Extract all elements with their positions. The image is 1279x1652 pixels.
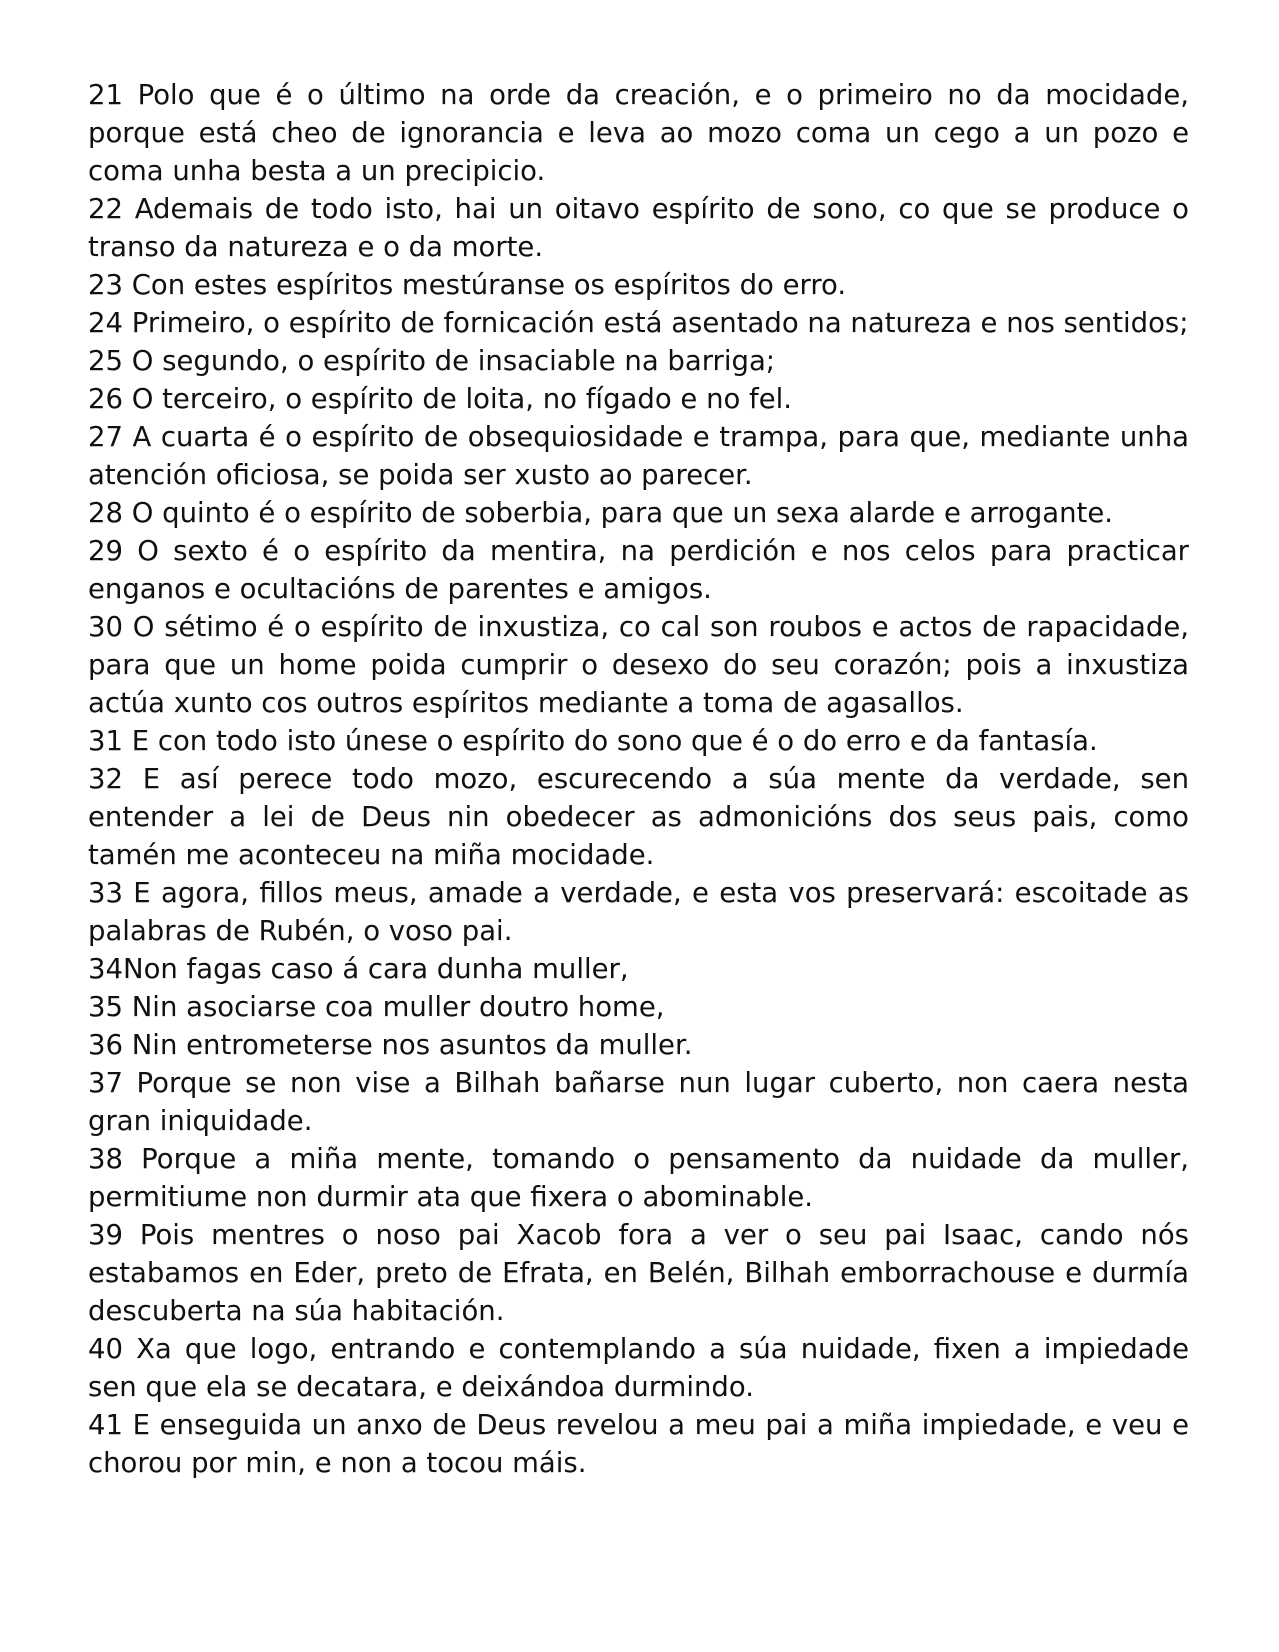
verse-31: 31 E con todo isto únese o espírito do sono que é o do erro e da fantasía. [88, 725, 1098, 757]
verse-35: 35 Nin asociarse coa muller doutro home, [88, 991, 665, 1023]
verse-24: 24 Primeiro, o espírito de fornicación está asentado na natureza e nos sentidos; [88, 307, 1189, 339]
verse-40: 40 Xa que logo, entrando e contemplando a súa nuidade, fixen a impiedade sen que ela se decatara, e deixándoa durmindo. [88, 1333, 1189, 1403]
verse-23: 23 Con estes espíritos mestúranse os espíritos do erro. [88, 269, 847, 301]
verse-27: 27 A cuarta é o espírito de obsequiosidade e trampa, para que, mediante unha atención oficiosa, se poida ser xusto ao parecer. [88, 421, 1189, 491]
document-page [88, 76, 1189, 1482]
verse-32: 32 E así perece todo mozo, escurecendo a súa mente da verdade, sen entender a lei de Deus nin obedecer as admonicións dos seus pais, como tamén me aconteceu na miña mocidade. [88, 763, 1189, 871]
verse-38: 38 Porque a miña mente, tomando o pensamento da nuidade da muller, permitiume non durmir ata que fixera o abominable. [88, 1143, 1189, 1213]
verse-37: 37 Porque se non vise a Bilhah bañarse nun lugar cuberto, non caera nesta gran iniquidade. [88, 1067, 1189, 1137]
verse-26: 26 O terceiro, o espírito de loita, no fígado e no fel. [88, 383, 793, 415]
verse-21: 21 Polo que é o último na orde da creación, e o primeiro no da mocidade, porque está cheo de ignorancia e leva ao mozo coma un cego a un pozo e coma unha besta a un precipicio. [88, 79, 1189, 187]
verse-28: 28 O quinto é o espírito de soberbia, para que un sexa alarde e arrogante. [88, 497, 1113, 529]
verse-34: 34Non fagas caso á cara dunha muller, [88, 953, 629, 985]
verse-39: 39 Pois mentres o noso pai Xacob fora a ver o seu pai Isaac, cando nós estabamos en Eder, preto de Efrata, en Belén, Bilhah emborrachouse e durmía descuberta na súa habitación. [88, 1219, 1189, 1327]
verse-41: 41 E enseguida un anxo de Deus revelou a meu pai a miña impiedade, e veu e chorou por min, e non a tocou máis. [88, 1409, 1189, 1479]
verse-29: 29 O sexto é o espírito da mentira, na perdición e nos celos para practicar enganos e ocultacións de parentes e amigos. [88, 535, 1189, 605]
verse-36: 36 Nin entrometerse nos asuntos da muller. [88, 1029, 693, 1061]
verse-25: 25 O segundo, o espírito de insaciable na barriga; [88, 345, 776, 377]
verse-22: 22 Ademais de todo isto, hai un oitavo espírito de sono, co que se produce o transo da natureza e o da morte. [88, 193, 1189, 263]
verse-33: 33 E agora, fillos meus, amade a verdade, e esta vos preservará: escoitade as palabras de Rubén, o voso pai. [88, 877, 1189, 947]
verse-30: 30 O sétimo é o espírito de inxustiza, co cal son roubos e actos de rapacidade, para que un home poida cumprir o desexo do seu corazón; pois a inxustiza actúa xunto cos outros espíritos mediante a toma de agasallos. [88, 611, 1189, 719]
